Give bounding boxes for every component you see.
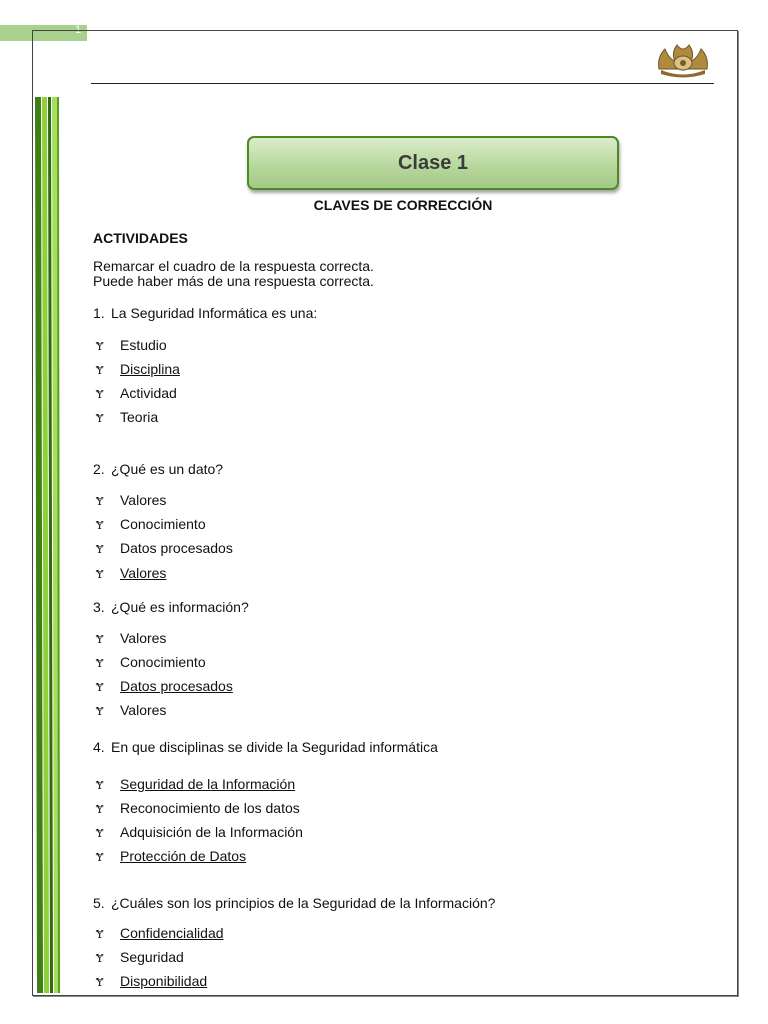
bullet-icon: Ɏ xyxy=(96,827,104,840)
option-text: Valores xyxy=(120,565,167,581)
question-number: 1. xyxy=(93,305,105,321)
bullet-icon: Ɏ xyxy=(96,340,104,353)
question-number: 5. xyxy=(93,895,105,911)
instruction-line: Remarcar el cuadro de la respuesta correcta. xyxy=(93,258,374,274)
question-2 xyxy=(93,461,223,477)
question-text: La Seguridad Informática es una: xyxy=(111,305,318,321)
bullet-icon: Ɏ xyxy=(96,495,104,508)
answer-option xyxy=(96,385,177,401)
option-text: Datos procesados xyxy=(120,678,233,694)
instruction-line: Puede haber más de una respuesta correcta. xyxy=(93,273,374,289)
section-heading: ACTIVIDADES xyxy=(93,230,188,246)
option-text: Teoria xyxy=(120,409,159,425)
question-text: En que disciplinas se divide la Seguridad informática xyxy=(111,739,438,755)
answer-option-correct xyxy=(96,565,166,581)
option-text: Valores xyxy=(120,702,167,718)
question-text: ¿Cuáles son los principios de la Seguridad de la Información? xyxy=(111,895,496,911)
option-text: Adquisición de la Información xyxy=(120,824,303,840)
bullet-icon: Ɏ xyxy=(96,519,104,532)
bullet-icon: Ɏ xyxy=(96,543,104,556)
answer-option xyxy=(96,492,166,508)
bullet-icon: Ɏ xyxy=(96,681,104,694)
bullet-icon: Ɏ xyxy=(96,364,104,377)
bullet-icon: Ɏ xyxy=(96,568,104,581)
answer-option-correct xyxy=(96,925,224,941)
bullet-icon: Ɏ xyxy=(96,633,104,646)
option-text: Estudio xyxy=(120,337,167,353)
option-text: Datos procesados xyxy=(120,540,233,556)
question-number: 2. xyxy=(93,461,105,477)
bullet-icon: Ɏ xyxy=(96,928,104,941)
answer-option-correct xyxy=(96,776,295,792)
question-text: ¿Qué es información? xyxy=(111,599,249,615)
bullet-icon: Ɏ xyxy=(96,952,104,965)
crest-emblem-icon xyxy=(655,39,711,79)
answer-option xyxy=(96,949,184,965)
bullet-icon: Ɏ xyxy=(96,851,104,864)
header-rule xyxy=(91,83,714,84)
bullet-icon: Ɏ xyxy=(96,976,104,989)
question-number: 4. xyxy=(93,739,105,755)
answer-option xyxy=(96,409,158,425)
option-text: Protección de Datos xyxy=(120,848,247,864)
option-text: Conocimiento xyxy=(120,654,206,670)
answer-option xyxy=(96,800,300,816)
answer-option xyxy=(96,654,206,670)
question-text: ¿Qué es un dato? xyxy=(111,461,224,477)
option-text: Valores xyxy=(120,492,167,508)
decorative-green-stripes xyxy=(33,97,63,993)
option-text: Confidencialidad xyxy=(120,925,224,941)
answer-option xyxy=(96,540,233,556)
bullet-icon: Ɏ xyxy=(96,657,104,670)
question-3 xyxy=(93,599,249,615)
document-title: CLAVES DE CORRECCIÓN xyxy=(313,197,493,213)
answer-option xyxy=(96,337,167,353)
question-5 xyxy=(93,895,495,911)
option-text: Reconocimiento de los datos xyxy=(120,800,300,816)
answer-option xyxy=(96,630,166,646)
class-title: Clase 1 xyxy=(397,151,469,174)
bullet-icon: Ɏ xyxy=(96,705,104,718)
answer-option-correct xyxy=(96,678,233,694)
question-1 xyxy=(93,305,317,321)
option-text: Disciplina xyxy=(120,361,180,377)
option-text: Conocimiento xyxy=(120,516,206,532)
question-number: 3. xyxy=(93,599,105,615)
answer-option xyxy=(96,824,303,840)
answer-option-correct xyxy=(96,973,207,989)
option-text: Valores xyxy=(120,630,167,646)
option-text: Actividad xyxy=(120,385,177,401)
answer-option-correct xyxy=(96,848,246,864)
bullet-icon: Ɏ xyxy=(96,388,104,401)
bullet-icon: Ɏ xyxy=(96,779,104,792)
bullet-icon: Ɏ xyxy=(96,803,104,816)
question-4 xyxy=(93,739,438,755)
answer-option-correct xyxy=(96,361,180,377)
option-text: Seguridad xyxy=(120,949,184,965)
bullet-icon: Ɏ xyxy=(96,412,104,425)
answer-option xyxy=(96,702,166,718)
option-text: Seguridad de la Información xyxy=(120,776,296,792)
class-banner xyxy=(247,136,619,190)
page-number: 1 xyxy=(75,24,82,36)
answer-option xyxy=(96,516,206,532)
option-text: Disponibilidad xyxy=(120,973,208,989)
